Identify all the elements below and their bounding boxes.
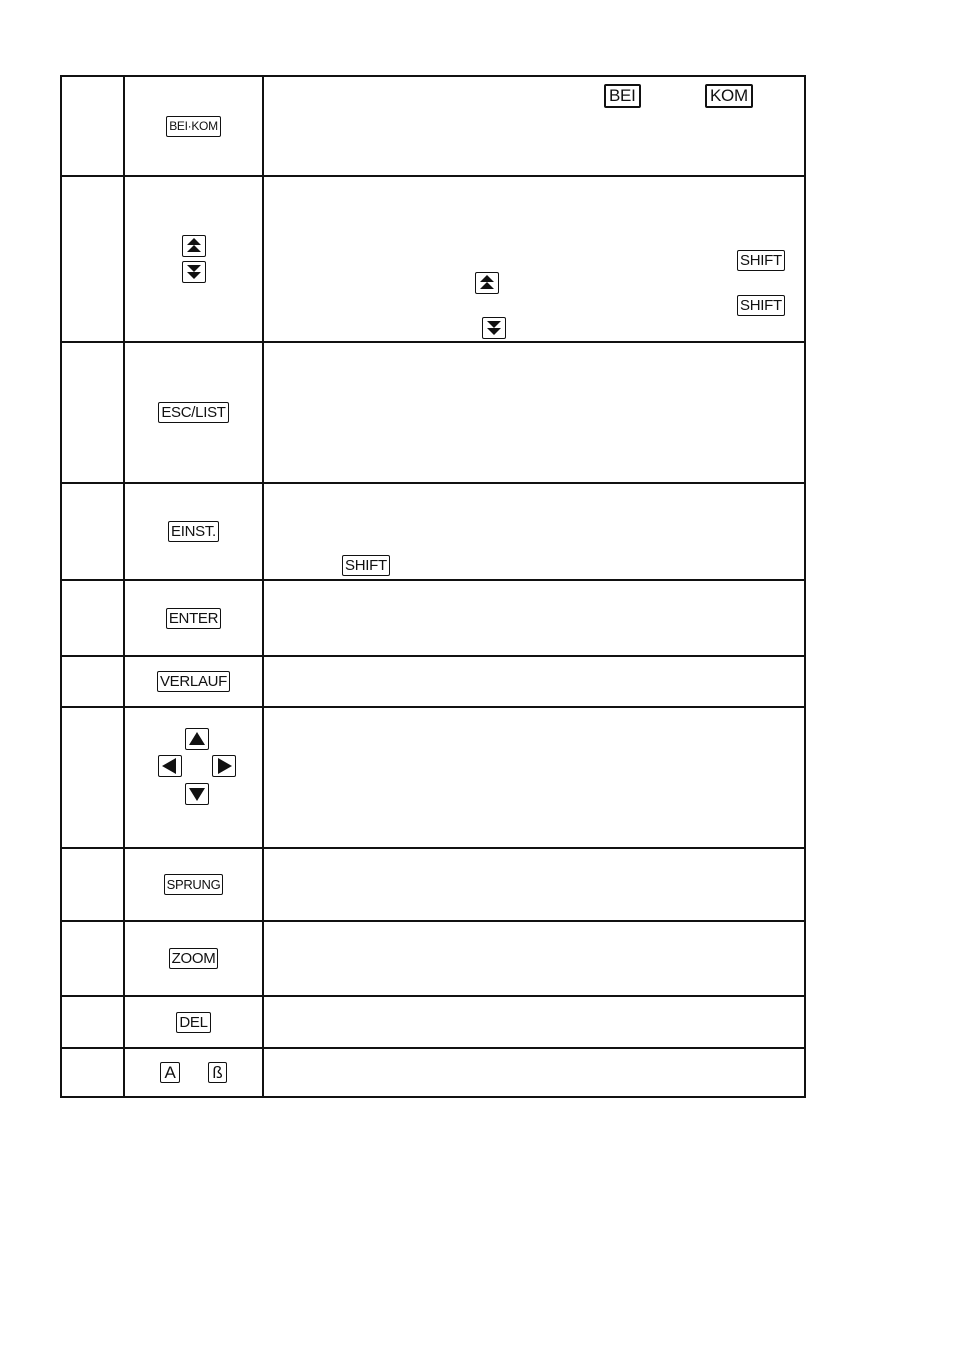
- index-cell: [61, 1048, 124, 1097]
- page-down-icon: [482, 317, 506, 339]
- enter-key: ENTER: [166, 608, 221, 629]
- table-row: [61, 707, 805, 848]
- eszett-key: ß: [208, 1062, 226, 1083]
- zoom-key: ZOOM: [169, 948, 219, 969]
- key-cell: [124, 342, 263, 483]
- shift-key: SHIFT: [737, 250, 785, 271]
- key-cell: [124, 707, 263, 848]
- arrow-up-icon: [185, 728, 209, 750]
- index-cell: [61, 921, 124, 996]
- key-cell: [124, 1048, 263, 1097]
- shift-key: SHIFT: [342, 555, 390, 576]
- description-cell: [263, 996, 805, 1048]
- description-cell: [263, 342, 805, 483]
- table-row: [61, 1048, 805, 1097]
- sprung-key: SPRUNG: [164, 874, 224, 895]
- index-cell: [61, 656, 124, 707]
- page-up-icon: [475, 272, 499, 294]
- table-row: [61, 483, 805, 580]
- description-cell: [263, 848, 805, 921]
- einst-key: EINST.: [168, 521, 219, 542]
- index-cell: [61, 76, 124, 176]
- bei-kom-key: BEI·KOM: [166, 116, 221, 137]
- key-cell: [124, 176, 263, 342]
- description-cell: [263, 656, 805, 707]
- index-cell: [61, 707, 124, 848]
- index-cell: [61, 176, 124, 342]
- key-cell: [124, 656, 263, 707]
- arrow-left-icon: [158, 755, 182, 777]
- table-row: [61, 76, 805, 176]
- table-row: [61, 921, 805, 996]
- shift-key: SHIFT: [737, 295, 785, 316]
- kom-key: KOM: [705, 84, 753, 108]
- page-up-icon: [182, 235, 206, 257]
- description-cell: [263, 176, 805, 342]
- arrow-right-icon: [212, 755, 236, 777]
- index-cell: [61, 580, 124, 656]
- table-row: [61, 656, 805, 707]
- arrow-down-icon: [185, 783, 209, 805]
- table-row: [61, 996, 805, 1048]
- description-cell: [263, 483, 805, 580]
- table-row: [61, 342, 805, 483]
- esc-list-key: ESC/LIST: [158, 402, 228, 423]
- table-row: [61, 848, 805, 921]
- bei-key: BEI: [604, 84, 641, 108]
- key-cell: [124, 483, 263, 580]
- key-cell: [124, 996, 263, 1048]
- description-cell: [263, 580, 805, 656]
- table-row: [61, 580, 805, 656]
- del-key: DEL: [176, 1012, 210, 1033]
- key-cell: [124, 76, 263, 176]
- index-cell: [61, 342, 124, 483]
- index-cell: [61, 848, 124, 921]
- page-down-icon: [182, 261, 206, 283]
- key-reference-table: [60, 75, 806, 1098]
- description-cell: [263, 1048, 805, 1097]
- key-cell: [124, 848, 263, 921]
- description-cell: [263, 707, 805, 848]
- index-cell: [61, 996, 124, 1048]
- description-cell: [263, 921, 805, 996]
- key-cell: [124, 580, 263, 656]
- key-cell: [124, 921, 263, 996]
- table-row: [61, 176, 805, 342]
- index-cell: [61, 483, 124, 580]
- verlauf-key: VERLAUF: [157, 671, 230, 692]
- description-cell: [263, 76, 805, 176]
- a-key: A: [160, 1062, 179, 1083]
